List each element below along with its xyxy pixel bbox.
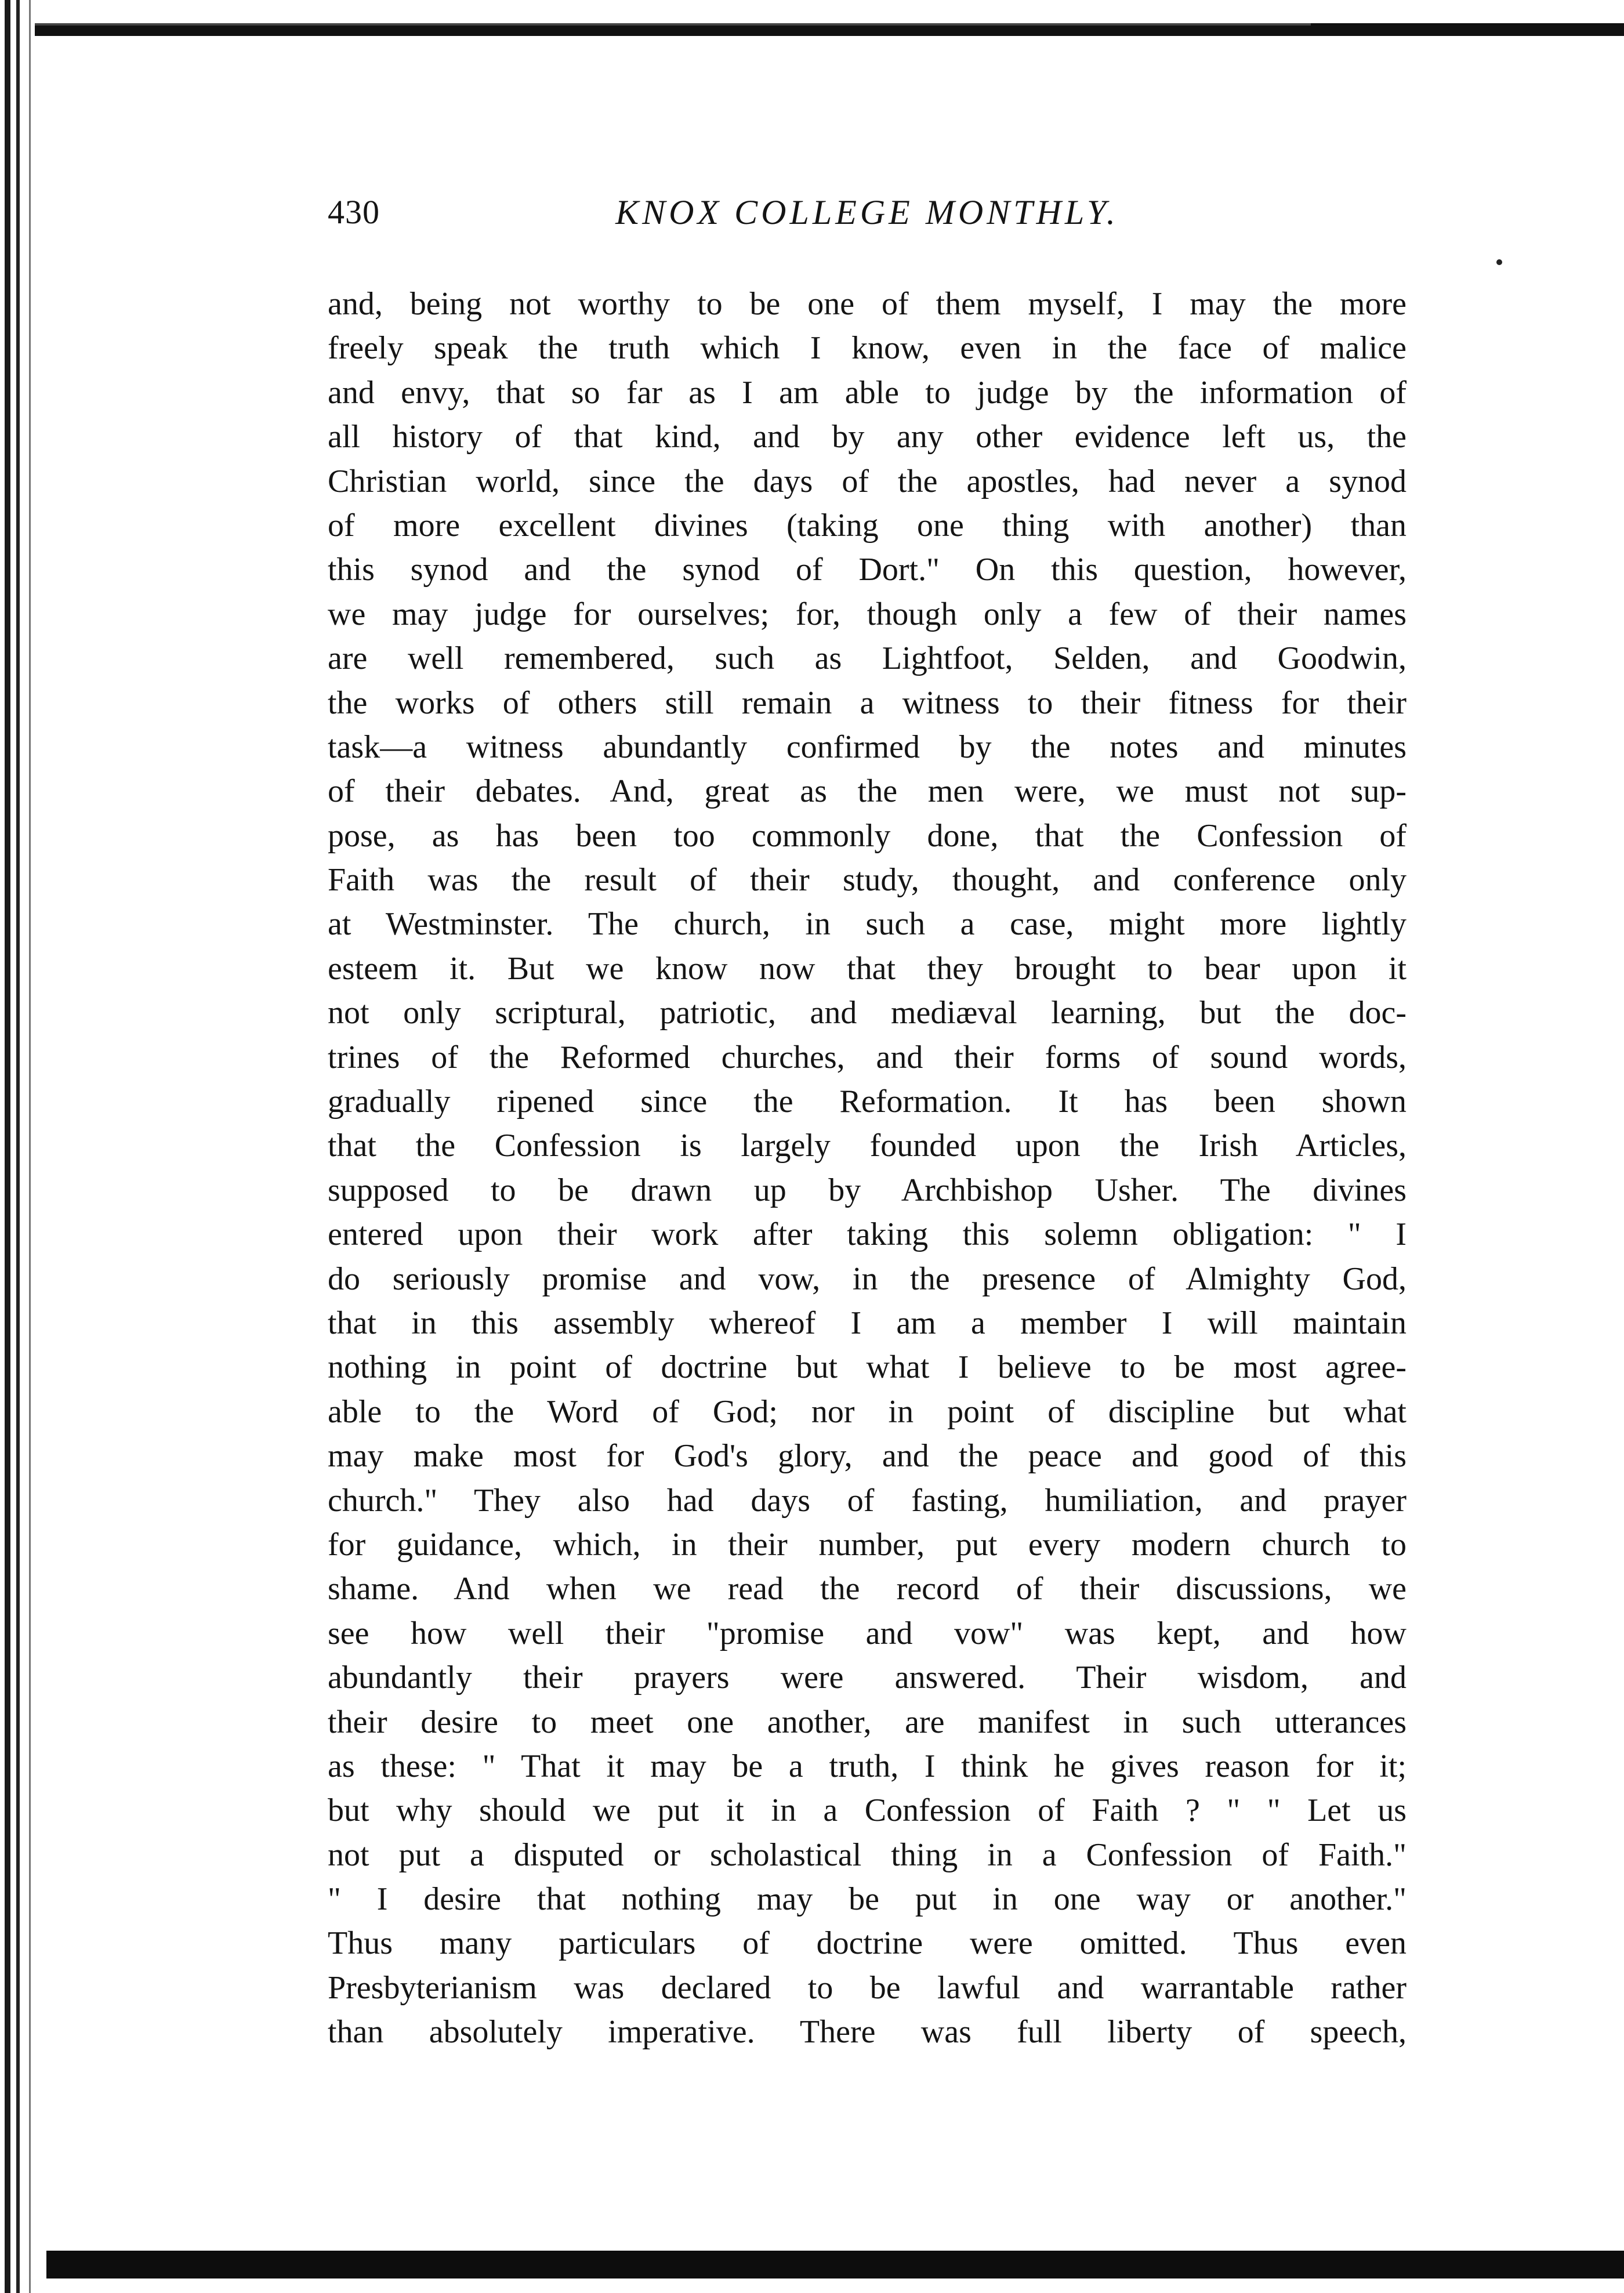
- text-line: Christian world, since the days of the apostles, had never a synod: [328, 463, 1406, 499]
- text-line: of their debates. And, great as the men were, we must not sup-: [328, 773, 1406, 810]
- scan-top-hairline: [35, 23, 1311, 26]
- text-line: this synod and the synod of Dort." On this question, however,: [328, 552, 1406, 588]
- text-line: that in this assembly whereof I am a member I will maintain: [328, 1305, 1406, 1341]
- text-line: all history of that kind, and by any other evidence left us, the: [328, 419, 1406, 455]
- text-line: their desire to meet one another, are manifest in such utterances: [328, 1704, 1406, 1740]
- text-line: we may judge for ourselves; for, though only a few of their names: [328, 596, 1406, 632]
- text-line: shame. And when we read the record of their discussions, we: [328, 1571, 1406, 1607]
- scan-left-edge: [0, 0, 41, 2293]
- text-line: Thus many particulars of doctrine were omitted. Thus even: [328, 1925, 1406, 1962]
- text-line: task—a witness abundantly confirmed by the notes and minutes: [328, 729, 1406, 765]
- text-line: supposed to be drawn up by Archbishop Usher. The divines: [328, 1172, 1406, 1208]
- text-line: are well remembered, such as Lightfoot, Selden, and Goodwin,: [328, 640, 1406, 677]
- running-title: KNOX COLLEGE MONTHLY.: [615, 193, 1119, 231]
- page-number: 430: [328, 193, 380, 231]
- body-text: [328, 282, 1406, 2055]
- text-line: and envy, that so far as I am able to judge by the information of: [328, 374, 1406, 411]
- text-line: see how well their "promise and vow" was kept, and how: [328, 1615, 1406, 1651]
- text-line: than absolutely imperative. There was full liberty of speech,: [328, 2014, 1406, 2051]
- scan-bottom-border: [46, 2251, 1624, 2278]
- text-line: for guidance, which, in their number, put every modern church to: [328, 1526, 1406, 1563]
- text-line: the works of others still remain a witness to their fitness for their: [328, 684, 1406, 721]
- text-line: abundantly their prayers were answered. Their wisdom, and: [328, 1660, 1406, 1696]
- text-line: not put a disputed or scholastical thing in a Confession of Faith.": [328, 1836, 1406, 1873]
- text-line: entered upon their work after taking this solemn obligation: " I: [328, 1216, 1406, 1253]
- text-line: pose, as has been too commonly done, that the Confession of: [328, 817, 1406, 854]
- text-line: at Westminster. The church, in such a case, might more lightly: [328, 906, 1406, 943]
- text-line: may make most for God's glory, and the peace and good of this: [328, 1438, 1406, 1475]
- text-line: and, being not worthy to be one of them myself, I may the more: [328, 286, 1406, 322]
- text-line: church." They also had days of fasting, humiliation, and prayer: [328, 1482, 1406, 1519]
- text-line: but why should we put it in a Confession of Faith ? " " Let us: [328, 1792, 1406, 1829]
- text-line: Faith was the result of their study, thought, and conference only: [328, 862, 1406, 899]
- text-line: freely speak the truth which I know, even in the face of malice: [328, 330, 1406, 367]
- text-line: esteem it. But we know now that they brought to bear upon it: [328, 950, 1406, 987]
- text-line: as these: " That it may be a truth, I think he gives reason for it;: [328, 1748, 1406, 1784]
- text-line: not only scriptural, patriotic, and mediæval learning, but the doc-: [328, 995, 1406, 1031]
- text-line: of more excellent divines (taking one thing with another) than: [328, 507, 1406, 544]
- stray-mark: [1496, 259, 1502, 265]
- text-line: gradually ripened since the Reformation. It has been shown: [328, 1084, 1406, 1120]
- text-line: trines of the Reformed churches, and their forms of sound words,: [328, 1039, 1406, 1075]
- text-line: nothing in point of doctrine but what I believe to be most agree-: [328, 1349, 1406, 1386]
- text-line: " I desire that nothing may be put in one way or another.": [328, 1881, 1406, 1918]
- text-line: that the Confession is largely founded upon the Irish Articles,: [328, 1128, 1406, 1164]
- text-line: able to the Word of God; nor in point of discipline but what: [328, 1393, 1406, 1430]
- text-line: Presbyterianism was declared to be lawful and warrantable rather: [328, 1969, 1406, 2006]
- text-line: do seriously promise and vow, in the presence of Almighty God,: [328, 1260, 1406, 1297]
- running-head: [328, 193, 1406, 239]
